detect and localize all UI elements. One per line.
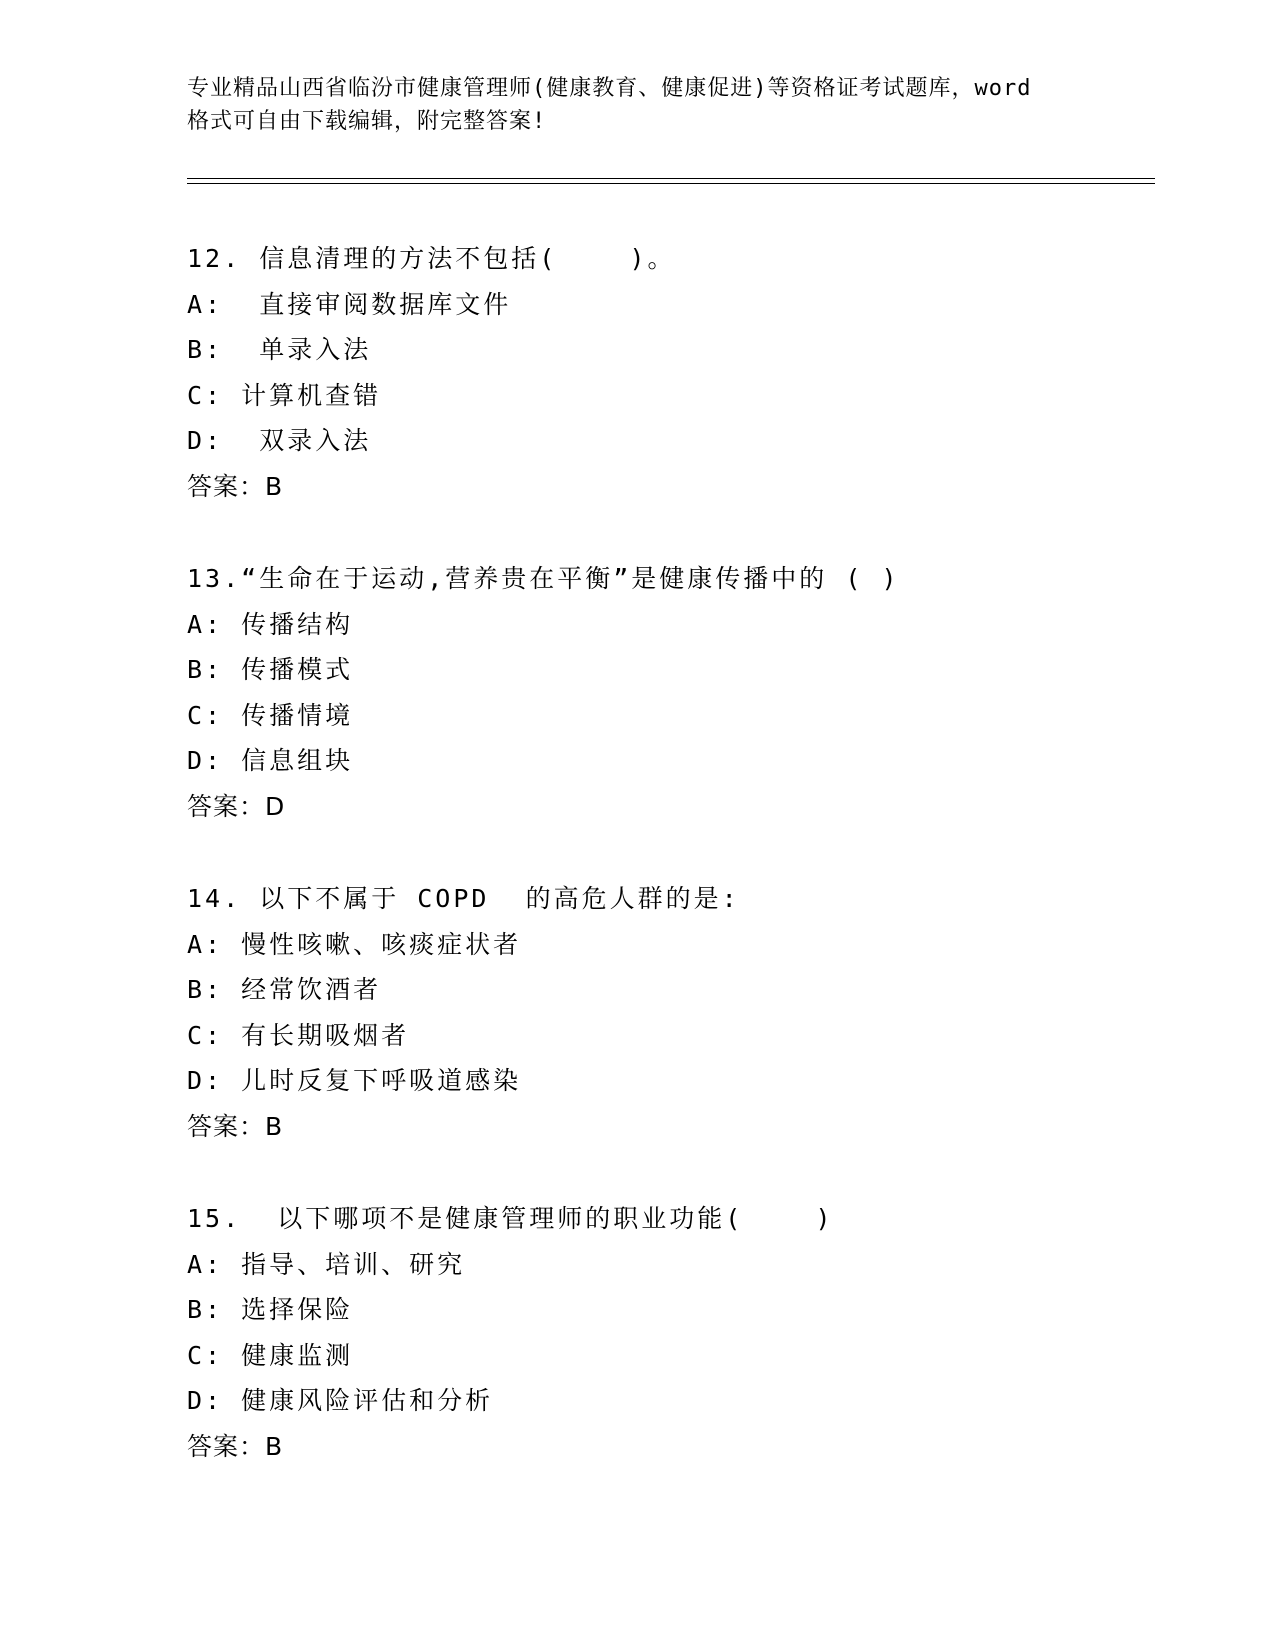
option-b: B: 经常饮酒者 — [187, 975, 382, 1004]
answer: 答案：B — [187, 1111, 284, 1141]
option-c: C: 健康监测 — [187, 1340, 354, 1370]
question-14 — [187, 876, 1147, 1196]
option-b: B: 单录入法 — [187, 335, 372, 364]
option-d: D: 双录入法 — [187, 426, 372, 455]
option-c: C: 计算机查错 — [187, 380, 382, 410]
answer: 答案：B — [187, 1431, 284, 1461]
option-a: A: 慢性咳嗽、咳痰症状者 — [187, 929, 522, 959]
option-a: A: 直接审阅数据库文件 — [187, 289, 512, 319]
question-15 — [187, 1196, 1147, 1516]
document-header — [187, 72, 1087, 138]
question-12 — [187, 236, 1147, 556]
question-stem: 12. 信息清理的方法不包括( )。 — [187, 244, 676, 273]
option-c: C: 传播情境 — [187, 700, 354, 730]
header-rule-bottom — [187, 183, 1155, 184]
header-line-1: 专业精品山西省临汾市健康管理师(健康教育、健康促进)等资格证考试题库，word — [187, 76, 1032, 101]
option-a: A: 传播结构 — [187, 609, 354, 639]
option-d: D: 儿时反复下呼吸道感染 — [187, 1066, 522, 1095]
answer: 答案：B — [187, 471, 284, 501]
option-b: B: 传播模式 — [187, 655, 354, 684]
question-stem: 15. 以下哪项不是健康管理师的职业功能( ) — [187, 1204, 834, 1233]
question-13 — [187, 556, 1147, 876]
option-b: B: 选择保险 — [187, 1295, 354, 1324]
header-rule-top — [187, 178, 1155, 179]
question-stem: 13.“生命在于运动,营养贵在平衡”是健康传播中的 ( ) — [187, 564, 900, 593]
answer: 答案：D — [187, 791, 286, 821]
option-a: A: 指导、培训、研究 — [187, 1249, 466, 1279]
option-c: C: 有长期吸烟者 — [187, 1020, 410, 1050]
option-d: D: 健康风险评估和分析 — [187, 1386, 494, 1415]
question-stem: 14. 以下不属于 COPD 的高危人群的是: — [187, 884, 740, 913]
question-list — [187, 236, 1147, 1516]
header-line-2: 格式可自由下载编辑，附完整答案! — [187, 109, 547, 134]
option-d: D: 信息组块 — [187, 746, 354, 775]
